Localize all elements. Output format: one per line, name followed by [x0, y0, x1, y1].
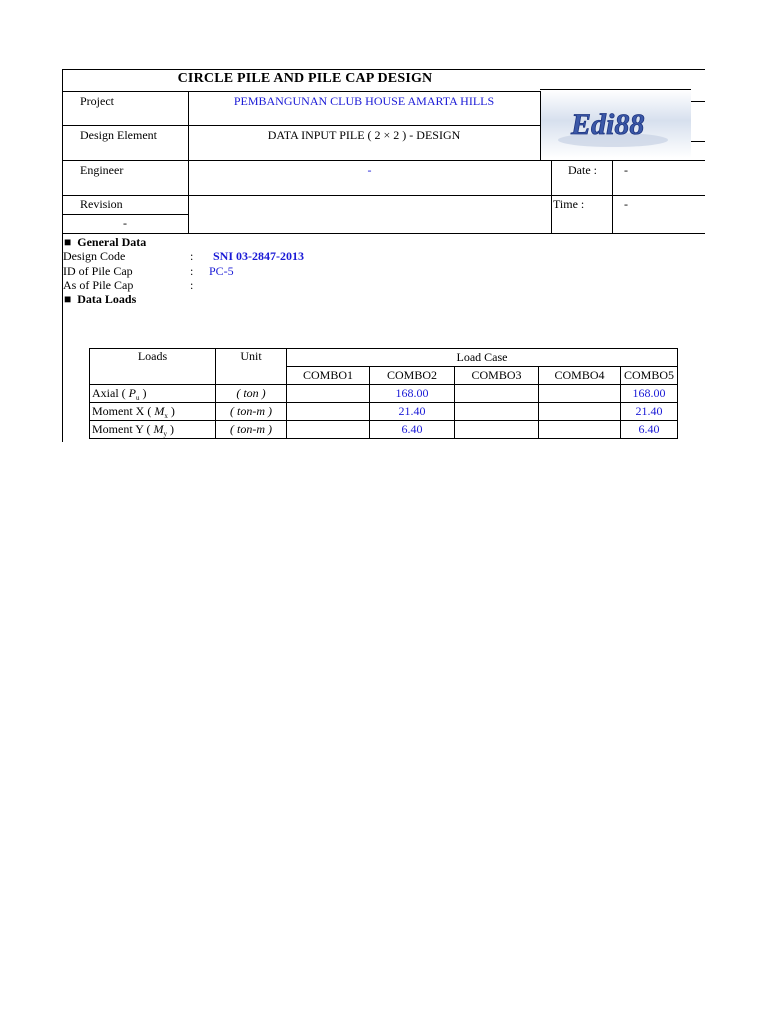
project-label: Project	[80, 94, 114, 108]
project-row-border	[62, 125, 540, 126]
general-data-heading: ■ General Data	[64, 235, 147, 249]
pile-cap-id-label: ID of Pile Cap	[63, 264, 133, 278]
pile-cap-id-value: PC-5	[209, 264, 234, 278]
design-code-colon: :	[190, 249, 194, 263]
logo-graphic	[541, 90, 691, 158]
header-bottom-border	[62, 233, 705, 234]
combo-header: COMBO4	[539, 367, 621, 385]
load-value: 6.40	[621, 421, 678, 439]
load-row-axial	[90, 385, 678, 403]
col-header-loads: Loads	[90, 349, 216, 385]
date-label: Date :	[568, 163, 597, 177]
load-name: Moment X ( $M_x$ )	[90, 403, 216, 421]
design-element-value: DATA INPUT PILE ( 2 × 2 ) - DESIGN	[267, 128, 461, 142]
bullet-square-icon: ■	[64, 235, 72, 249]
load-value	[287, 403, 370, 421]
date-column-border	[551, 160, 552, 234]
load-value: 6.40	[370, 421, 455, 439]
load-value	[539, 385, 621, 403]
data-loads-heading: ■ Data Loads	[64, 292, 137, 306]
load-value	[455, 421, 539, 439]
loads-table	[89, 348, 678, 439]
load-value	[539, 403, 621, 421]
load-value: 168.00	[621, 385, 678, 403]
project-value: PEMBANGUNAN CLUB HOUSE AMARTA HILLS	[233, 94, 495, 108]
header-top-border	[62, 69, 705, 70]
as-pile-cap-label: As of Pile Cap	[63, 278, 134, 292]
combo-header: COMBO3	[455, 367, 539, 385]
revision-label: Revision	[80, 197, 123, 211]
design-code-value: SNI 03-2847-2013	[213, 249, 305, 263]
design-code-label: Design Code	[63, 249, 126, 263]
load-value	[287, 385, 370, 403]
bullet-square-icon: ■	[64, 292, 72, 306]
title-bottom-border	[62, 91, 540, 92]
load-name: Axial ( $P_u$ )	[90, 385, 216, 403]
date-value: -	[624, 163, 628, 177]
col-header-unit: Unit	[216, 349, 287, 385]
engineer-label: Engineer	[80, 163, 124, 177]
load-row-moment-x	[90, 403, 678, 421]
col-header-loadcase: Load Case	[287, 349, 678, 367]
design-element-label: Design Element	[80, 128, 157, 142]
combo-header: COMBO2	[370, 367, 455, 385]
combo-header: COMBO5	[621, 367, 678, 385]
load-unit: ( ton )	[216, 385, 287, 403]
revision-value: -	[123, 216, 127, 230]
revision-split-border	[62, 214, 188, 215]
as-pile-cap-colon: :	[190, 278, 194, 292]
load-unit: ( ton-m )	[216, 421, 287, 439]
load-unit: ( ton-m )	[216, 403, 287, 421]
svg-text:Edi88: Edi88	[571, 108, 645, 141]
combo-header: COMBO1	[287, 367, 370, 385]
load-value: 168.00	[370, 385, 455, 403]
time-label: Time :	[553, 197, 585, 211]
load-value	[455, 403, 539, 421]
page-title: CIRCLE PILE AND PILE CAP DESIGN	[177, 71, 433, 86]
load-row-moment-y	[90, 421, 678, 439]
load-value	[455, 385, 539, 403]
load-value	[539, 421, 621, 439]
load-name: Moment Y ( $M_y$ )	[90, 421, 216, 439]
pile-cap-id-colon: :	[190, 264, 194, 278]
load-value: 21.40	[621, 403, 678, 421]
load-value: 21.40	[370, 403, 455, 421]
company-logo	[541, 90, 691, 158]
date-value-border	[612, 160, 613, 234]
engineer-row-border	[62, 195, 705, 196]
engineer-value: -	[367, 163, 372, 177]
load-value	[287, 421, 370, 439]
loads-header-row	[90, 349, 678, 367]
time-value: -	[624, 197, 628, 211]
design-element-row-border	[62, 160, 705, 161]
